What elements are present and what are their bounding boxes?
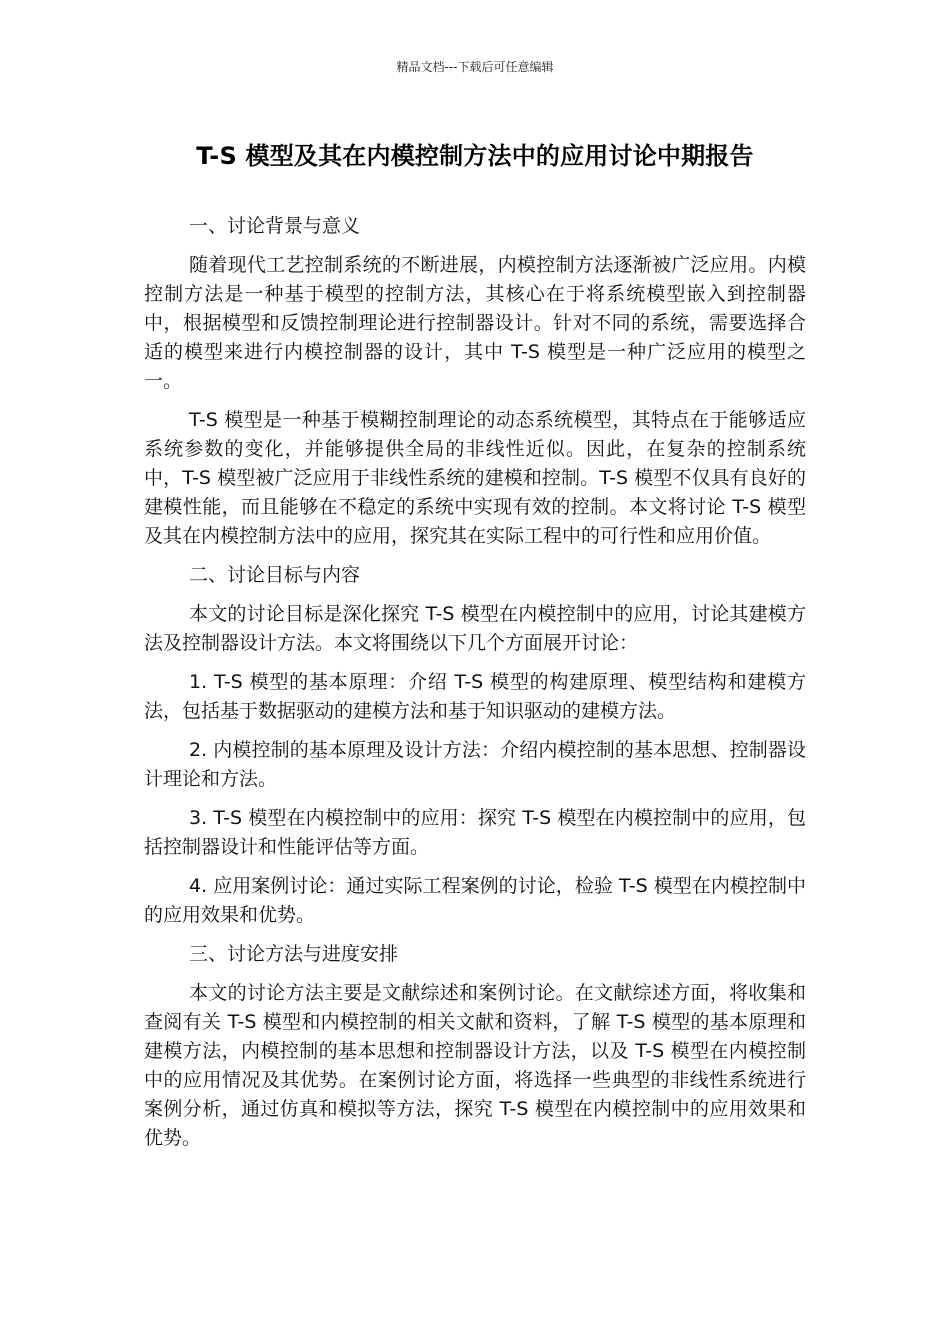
section-heading-2: 二、讨论目标与内容 (189, 564, 361, 586)
paragraph: T-S 模型是一种基于模糊控制理论的动态系统模型，其特点在于能够适应系统参数的变化，并能够提供全局的非线性近似。因此，在复杂的控制系统中，T-S 模型被广泛应用于非线性系统的建模和控制。T-S 模型不仅具有良好的建模性能，而且能够在不稳定的系统中实现有效的控制。本文将讨论 T-S 模型及其在内模控制方法中的应用，探究其在实际工程中的可行性和应用价值。 (144, 409, 806, 547)
header-note: 精品文档---下载后可任意编辑 (396, 60, 554, 74)
list-item: 1. T-S 模型的基本原理：介绍 T-S 模型的构建原理、模型结构和建模方法，包括基于数据驱动的建模方法和基于知识驱动的建模方法。 (144, 671, 806, 722)
list-item: 3. T-S 模型在内模控制中的应用：探究 T-S 模型在内模控制中的应用，包括控制器设计和性能评估等方面。 (144, 807, 806, 858)
paragraph: 本文的讨论目标是深化探究 T-S 模型在内模控制中的应用，讨论其建模方法及控制器设计方法。本文将围绕以下几个方面展开讨论： (144, 603, 806, 654)
paragraph: 本文的讨论方法主要是文献综述和案例讨论。在文献综述方面，将收集和查阅有关 T-S 模型和内模控制的相关文献和资料，了解 T-S 模型的基本原理和建模方法，内模控制的基本思想和控制器设计方法，以及 T-S 模型在内模控制中的应用情况及其优势。在案例讨论方面，将选择一些典型的非线性系统进行案例分析，通过仿真和模拟等方法，探究 T-S 模型在内模控制中的应用效果和优势。 (144, 982, 806, 1149)
document-title: T-S 模型及其在内模控制方法中的应用讨论中期报告 (196, 142, 754, 170)
list-item: 4. 应用案例讨论：通过实际工程案例的讨论，检验 T-S 模型在内模控制中的应用效果和优势。 (144, 875, 806, 926)
document-body (144, 212, 806, 1163)
list-item: 2. 内模控制的基本原理及设计方法：介绍内模控制的基本思想、控制器设计理论和方法。 (144, 739, 806, 790)
paragraph: 随着现代工艺控制系统的不断进展，内模控制方法逐渐被广泛应用。内模控制方法是一种基于模型的控制方法，其核心在于将系统模型嵌入到控制器中，根据模型和反馈控制理论进行控制器设计。针对不同的系统，需要选择合适的模型来进行内模控制器的设计，其中 T-S 模型是一种广泛应用的模型之一。 (144, 254, 806, 392)
section-heading-1: 一、讨论背景与意义 (189, 215, 361, 237)
section-heading-3: 三、讨论方法与进度安排 (189, 943, 399, 965)
